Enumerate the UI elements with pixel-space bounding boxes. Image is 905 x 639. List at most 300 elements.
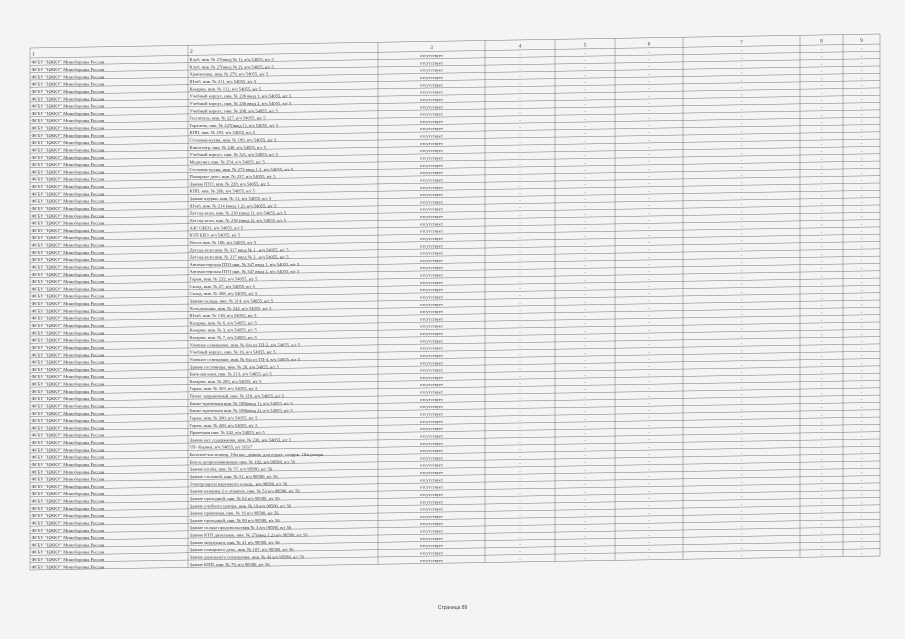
value-cell: - <box>740 391 743 397</box>
value-cell: - <box>820 412 823 418</box>
value-cell: - <box>648 64 650 70</box>
value-cell: - <box>860 521 863 527</box>
value-cell: - <box>648 247 650 253</box>
value-cell: - <box>820 463 823 469</box>
value-cell: - <box>740 267 743 273</box>
organization-cell: ФГБУ "ЦЖКУ" Минобороны России <box>31 337 105 343</box>
value-cell: - <box>519 541 521 547</box>
status-cell: отсутствует <box>420 418 443 424</box>
value-cell: - <box>820 390 823 396</box>
value-cell: - <box>519 446 521 452</box>
value-cell: - <box>648 342 650 348</box>
value-cell: - <box>519 80 521 86</box>
object-cell: Здание гостиницы, инв. № 20, в/ч 54055, в/г 5 <box>189 364 279 370</box>
value-cell: - <box>860 419 863 425</box>
object-cell: Штаб, инв. № 211, в/ч 54055, в/г 5 <box>189 79 257 85</box>
value-cell: - <box>648 517 650 523</box>
organization-cell: ФГБУ "ЦЖКУ" Минобороны России <box>31 271 105 277</box>
status-cell: отсутствует <box>420 126 443 132</box>
value-cell: - <box>860 155 863 161</box>
value-cell: - <box>648 495 650 501</box>
organization-cell: ФГБУ "ЦЖКУ" Минобороны России <box>31 213 105 219</box>
organization-cell: ФГБУ "ЦЖКУ" Минобороны России <box>31 454 105 460</box>
value-cell: - <box>648 100 650 106</box>
row-line <box>30 380 880 394</box>
value-cell: - <box>820 83 823 89</box>
organization-cell: ФГБУ "ЦЖКУ" Минобороны России <box>31 132 105 138</box>
object-cell: Здание пожарного депо, инв. № 107, в/ч 98580, в/г 56 <box>189 547 294 553</box>
value-cell: - <box>648 86 650 92</box>
value-cell: - <box>860 375 863 381</box>
value-cell: - <box>860 236 863 242</box>
value-cell: - <box>519 132 521 138</box>
row-line <box>30 519 880 533</box>
organization-cell: ФГБУ "ЦЖКУ" Минобороны России <box>31 162 105 168</box>
value-cell: - <box>740 303 743 309</box>
value-cell: - <box>584 255 586 261</box>
value-cell: - <box>860 170 863 176</box>
value-cell: - <box>584 101 586 107</box>
value-cell: - <box>584 372 586 378</box>
value-cell: - <box>820 529 823 535</box>
value-cell: - <box>584 299 586 305</box>
object-cell: Автомастерская ПТО инв. № 347 ввод 2, в/ч 54055, в/г 5 <box>189 269 300 275</box>
value-cell: - <box>740 340 743 346</box>
status-cell: отсутствует <box>420 513 443 519</box>
column-number-2: 2 <box>190 48 193 55</box>
object-cell: Здание прачечная, инв. № 16 в/ч 98580, в/г 56 <box>189 510 279 516</box>
value-cell: - <box>740 333 743 339</box>
value-cell: - <box>648 276 650 282</box>
value-cell: - <box>648 356 650 362</box>
value-cell: - <box>820 112 823 118</box>
value-cell: - <box>860 360 863 366</box>
status-cell: отсутствует <box>420 491 443 497</box>
value-cell: - <box>820 485 823 491</box>
value-cell: - <box>648 473 650 479</box>
value-cell: - <box>584 489 586 495</box>
organization-cell: ФГБУ "ЦЖКУ" Минобороны России <box>31 315 105 321</box>
column-number-1: 1 <box>32 51 35 58</box>
value-cell: - <box>519 95 521 101</box>
organization-cell: ФГБУ "ЦЖКУ" Минобороны России <box>31 542 105 548</box>
value-cell: - <box>820 149 823 155</box>
value-cell: - <box>584 416 586 422</box>
status-cell: отсутствует <box>420 396 443 402</box>
object-cell: Здание склада продовольствия № 3 в/ч 98580, в/г 56 <box>189 525 292 531</box>
value-cell: - <box>584 343 586 349</box>
value-cell: - <box>740 62 743 68</box>
row-line <box>30 468 880 482</box>
value-cell: - <box>519 366 521 372</box>
value-cell: - <box>584 79 586 85</box>
value-cell: - <box>584 87 586 93</box>
value-cell: - <box>740 223 743 229</box>
object-cell: Здание проходной, инв. № 62 в/ч 98580, в/г 56 <box>189 495 280 501</box>
row-line <box>30 95 880 109</box>
object-cell: Гараж, инв. № 269, в/ч 54055, в/г 5 <box>189 422 258 428</box>
value-cell: - <box>584 72 586 78</box>
value-cell: - <box>648 444 650 450</box>
value-cell: - <box>820 331 823 337</box>
status-cell: отсутствует <box>420 433 443 439</box>
status-cell: отсутствует <box>420 382 443 388</box>
status-cell: отсутствует <box>420 140 443 146</box>
value-cell: - <box>860 199 863 205</box>
row-line <box>30 541 880 555</box>
value-cell: - <box>820 61 823 67</box>
object-cell: Склад, инв. № 27, в/ч 54055, в/г 5 <box>189 283 256 289</box>
value-cell: - <box>584 467 586 473</box>
status-cell: отсутствует <box>420 221 443 227</box>
value-cell: - <box>648 451 650 457</box>
value-cell: - <box>860 382 863 388</box>
organization-cell: ФГБУ "ЦЖКУ" Минобороны России <box>31 293 105 299</box>
organization-cell: ФГБУ "ЦЖКУ" Минобороны России <box>31 176 105 182</box>
value-cell: - <box>860 316 863 322</box>
value-cell: - <box>519 329 521 335</box>
status-cell: отсутствует <box>420 89 443 95</box>
value-cell: - <box>860 243 863 249</box>
value-cell: - <box>820 309 823 315</box>
value-cell: - <box>648 320 650 326</box>
object-cell: Пункт заправочный, инв. № 210, в/ч 54055, в/г 5 <box>189 393 284 399</box>
value-cell: - <box>584 196 586 202</box>
value-cell: - <box>648 349 650 355</box>
object-cell: Здание казармы 2-х этажное, инв. № 53 в/ч 98580, в/г 56 <box>189 488 300 494</box>
value-cell: - <box>648 225 650 231</box>
value-cell: - <box>860 543 863 549</box>
object-cell: Электрощиты наружного освещ., в/ч 98580, в/г 56 <box>189 481 288 487</box>
value-cell: - <box>648 415 650 421</box>
value-cell: - <box>860 323 863 329</box>
organization-cell: ФГБУ "ЦЖКУ" Минобороны России <box>31 323 105 329</box>
status-cell: отсутствует <box>420 257 443 263</box>
value-cell: - <box>648 129 650 135</box>
organization-cell: ФГБУ "ЦЖКУ" Минобороны России <box>31 74 105 80</box>
value-cell: - <box>584 350 586 356</box>
value-cell: - <box>519 117 521 123</box>
value-cell: - <box>860 331 863 337</box>
object-cell: Детсад-ясли инв. № 317 ввод № 1 , в/ч 54055, в/г 5 <box>189 247 289 253</box>
value-cell: - <box>584 379 586 385</box>
value-cell: - <box>860 536 863 542</box>
organization-cell: ФГБУ "ЦЖКУ" Минобороны России <box>31 67 105 73</box>
value-cell: - <box>740 428 743 434</box>
value-cell: - <box>820 346 823 352</box>
value-cell: - <box>740 464 743 470</box>
object-cell: Хранилище, инв. № 279, в/ч 54055, в/г 5 <box>189 71 269 77</box>
object-cell: Учебный корпус, инв. № 236 ввод 2, в/ч 54055, в/г 5 <box>189 100 292 106</box>
value-cell: - <box>860 89 863 95</box>
value-cell: - <box>740 282 743 288</box>
value-cell: - <box>860 163 863 169</box>
value-cell: - <box>584 50 586 56</box>
object-cell: Банк-магазин, инв. № 213, в/ч 54055, в/г 5 <box>189 371 272 377</box>
value-cell: - <box>860 389 863 395</box>
value-cell: - <box>519 66 521 72</box>
value-cell: - <box>860 192 863 198</box>
value-cell: - <box>519 139 521 145</box>
organization-cell: ФГБУ "ЦЖКУ" Минобороны России <box>31 191 105 197</box>
status-cell: отсутствует <box>420 184 443 190</box>
value-cell: - <box>740 150 743 156</box>
value-cell: - <box>860 265 863 271</box>
value-cell: - <box>820 53 823 59</box>
value-cell: - <box>584 511 586 517</box>
value-cell: - <box>648 393 650 399</box>
value-cell: - <box>860 82 863 88</box>
value-cell: - <box>519 314 521 320</box>
object-cell: Склад, инв. № 268, в/ч 54055, в/г 5 <box>189 291 258 297</box>
value-cell: - <box>740 552 743 558</box>
value-cell: - <box>648 232 650 238</box>
value-cell: - <box>584 408 586 414</box>
value-cell: - <box>740 216 743 222</box>
value-cell: - <box>820 405 823 411</box>
value-cell: - <box>584 270 586 276</box>
object-cell: Банно-прачечная инв. № 108(ввод 1), в/ч 54055, в/г 5 <box>189 400 293 406</box>
value-cell: - <box>820 551 823 557</box>
status-cell: отсутствует <box>420 53 443 59</box>
organization-cell: ФГБУ "ЦЖКУ" Минобороны России <box>31 440 105 446</box>
value-cell: - <box>519 424 521 430</box>
object-cell: КПП, инв. № 293, в/ч 54055, в/г 5 <box>189 130 256 136</box>
value-cell: - <box>519 241 521 247</box>
object-cell: Гараж, инв. № 300, в/ч 54055, в/г 5 <box>189 415 258 421</box>
value-cell: - <box>860 177 863 183</box>
object-cell: Штаб, инв. № 214 (ввод 1.2), в/ч 54055, в/г 5 <box>189 203 277 209</box>
value-cell: - <box>584 526 586 532</box>
value-cell: - <box>820 492 823 498</box>
status-cell: отсутствует <box>420 148 443 154</box>
value-cell: - <box>860 126 863 132</box>
organization-cell: ФГБУ "ЦЖКУ" Минобороны России <box>31 469 105 475</box>
value-cell: - <box>860 206 863 212</box>
organization-cell: ФГБУ "ЦЖКУ" Минобороны России <box>31 96 105 102</box>
value-cell: - <box>648 283 650 289</box>
value-cell: - <box>820 368 823 374</box>
organization-cell: ФГБУ "ЦЖКУ" Минобороны России <box>31 366 105 372</box>
status-cell: отсутствует <box>420 499 443 505</box>
value-cell: - <box>740 384 743 390</box>
value-cell: - <box>519 168 521 174</box>
status-cell: отсутствует <box>420 440 443 446</box>
value-cell: - <box>740 296 743 302</box>
status-cell: отсутствует <box>420 118 443 124</box>
object-cell: Учебный корпус, инв. № 16, в/ч 54055, в/г 5 <box>189 349 276 355</box>
status-cell: отсутствует <box>420 287 443 293</box>
value-cell: - <box>860 528 863 534</box>
organization-cell: ФГБУ "ЦЖКУ" Минобороны России <box>31 476 105 482</box>
value-cell: - <box>648 217 650 223</box>
value-cell: - <box>820 46 823 52</box>
value-cell: - <box>584 174 586 180</box>
row-line <box>30 146 880 160</box>
value-cell: - <box>584 460 586 466</box>
value-cell: - <box>820 317 823 323</box>
value-cell: - <box>584 167 586 173</box>
value-cell: - <box>519 278 521 284</box>
value-cell: - <box>648 159 650 165</box>
value-cell: - <box>820 441 823 447</box>
value-cell: - <box>740 289 743 295</box>
value-cell: - <box>519 512 521 518</box>
value-cell: - <box>740 245 743 251</box>
value-cell: - <box>740 362 743 368</box>
value-cell: - <box>519 205 521 211</box>
object-cell: Прачечная инв. № 242, в/ч 54055, в/г 5 <box>189 430 265 436</box>
status-cell: отсутствует <box>420 360 443 366</box>
value-cell: - <box>860 309 863 315</box>
value-cell: - <box>820 266 823 272</box>
organization-cell: ФГБУ "ЦЖКУ" Минобороны России <box>31 118 105 124</box>
value-cell: - <box>519 519 521 525</box>
value-cell: - <box>648 261 650 267</box>
status-cell: отсутствует <box>420 199 443 205</box>
value-cell: - <box>519 395 521 401</box>
organization-cell: ФГБУ "ЦЖКУ" Минобороны России <box>31 505 105 511</box>
value-cell: - <box>584 123 586 129</box>
object-cell: Здание учебного центра, инв. № 19 в/ч 98580, в/г 56 <box>189 503 292 509</box>
object-cell: Детсад-ясли, инв. № 230 (ввод 2), в/ч 54055, в/г 5 <box>189 218 287 224</box>
value-cell: - <box>648 312 650 318</box>
object-cell: Почта инв. № 186, в/ч 54055, в/г 5 <box>189 239 257 245</box>
value-cell: - <box>584 438 586 444</box>
value-cell: - <box>519 88 521 94</box>
value-cell: - <box>519 307 521 313</box>
value-cell: - <box>648 532 650 538</box>
object-cell: Кинотеатр, инв. № 240, в/ч 54055, в/г 5 <box>189 144 266 150</box>
value-cell: - <box>519 439 521 445</box>
value-cell: - <box>519 483 521 489</box>
value-cell: - <box>820 419 823 425</box>
value-cell: - <box>519 461 521 467</box>
value-cell: - <box>584 445 586 451</box>
value-cell: - <box>519 293 521 299</box>
value-cell: - <box>519 58 521 64</box>
value-cell: - <box>648 195 650 201</box>
value-cell: - <box>584 430 586 436</box>
value-cell: - <box>584 423 586 429</box>
value-cell: - <box>740 77 743 83</box>
value-cell: - <box>740 201 743 207</box>
value-cell: - <box>860 133 863 139</box>
object-cell: ТП- Корнея, в/ч 54055, в/г 103/7 <box>189 444 253 450</box>
object-cell: Банно-прачечная инв. № 108(ввод 2), в/ч 54055, в/г 5 <box>189 408 293 414</box>
value-cell: - <box>820 507 823 513</box>
value-cell: - <box>820 544 823 550</box>
organization-cell: ФГБУ "ЦЖКУ" Минобороны России <box>31 125 105 131</box>
organization-cell: ФГБУ "ЦЖКУ" Минобороны России <box>31 483 105 489</box>
status-cell: отсутствует <box>420 96 443 102</box>
object-cell: Клуб, инв. № 27(ввод № 1), в/ч 54055, в/г 5 <box>189 57 274 63</box>
value-cell: - <box>820 214 823 220</box>
value-cell: - <box>860 397 863 403</box>
column-number-6: 6 <box>647 41 651 48</box>
status-cell: отсутствует <box>420 374 443 380</box>
value-cell: - <box>648 239 650 245</box>
status-cell: отсутствует <box>420 60 443 66</box>
object-cell: Уличное освещение, инв. № б/н от ТП-3, в/ч 54055, в/г 5 <box>189 342 300 348</box>
row-line <box>30 351 880 365</box>
value-cell: - <box>584 518 586 524</box>
value-cell: - <box>740 106 743 112</box>
value-cell: - <box>740 406 743 412</box>
row-line <box>30 497 880 511</box>
organization-cell: ФГБУ "ЦЖКУ" Минобороны России <box>31 527 105 533</box>
value-cell: - <box>740 472 743 478</box>
row-line <box>30 241 880 255</box>
value-cell: - <box>648 56 650 62</box>
status-cell: отсутствует <box>420 543 443 549</box>
object-cell: Клуб, инв. № 27(ввод № 2), в/ч 54055, в/г 5 <box>189 64 274 70</box>
value-cell: - <box>648 429 650 435</box>
value-cell: - <box>584 189 586 195</box>
value-cell: - <box>648 144 650 150</box>
value-cell: - <box>584 335 586 341</box>
status-cell: отсутствует <box>420 133 443 139</box>
value-cell: - <box>740 369 743 375</box>
organization-cell: ФГБУ "ЦЖКУ" Минобороны России <box>31 344 105 350</box>
value-cell: - <box>584 357 586 363</box>
value-cell: - <box>860 499 863 505</box>
value-cell: - <box>860 46 863 52</box>
object-cell: Гараж, инв. № 303, в/ч 54055, в/г 5 <box>189 386 258 392</box>
value-cell: - <box>648 385 650 391</box>
organization-cell: ФГБУ "ЦЖКУ" Минобороны России <box>31 140 105 146</box>
value-cell: - <box>648 137 650 143</box>
value-cell: - <box>519 271 521 277</box>
status-cell: отсутствует <box>420 323 443 329</box>
status-cell: отсутствует <box>420 338 443 344</box>
value-cell: - <box>519 556 521 562</box>
object-cell: Учебный корпус, инв. № 321, в/ч 54055, в/г 5 <box>189 152 278 158</box>
value-cell: - <box>648 290 650 296</box>
value-cell: - <box>860 104 863 110</box>
organization-cell: ФГБУ "ЦЖКУ" Минобороны России <box>31 257 105 263</box>
value-cell: - <box>740 99 743 105</box>
value-cell: - <box>584 160 586 166</box>
object-cell: КТП БЕО, в/ч 54055, в/г 5 <box>189 232 241 238</box>
value-cell: - <box>648 466 650 472</box>
value-cell: - <box>584 240 586 246</box>
organization-cell: ФГБУ "ЦЖКУ" Минобороны России <box>31 432 105 438</box>
value-cell: - <box>648 71 650 77</box>
object-cell: АЗС ОБЕО, в/ч 54055, в/г 5 <box>189 225 244 231</box>
value-cell: - <box>860 506 863 512</box>
value-cell: - <box>519 322 521 328</box>
value-cell: - <box>820 383 823 389</box>
organization-cell: ФГБУ "ЦЖКУ" Минобороны России <box>31 381 105 387</box>
object-cell: Здание столовой, инв. № 51, в/ч 98580, в/г 56 <box>189 474 278 480</box>
status-cell: отсутствует <box>420 294 443 300</box>
organization-cell: ФГБУ "ЦЖКУ" Минобороны России <box>31 557 105 563</box>
organization-cell: ФГБУ "ЦЖКУ" Минобороны России <box>31 564 105 570</box>
value-cell: - <box>519 373 521 379</box>
status-cell: отсутствует <box>420 316 443 322</box>
value-cell: - <box>648 546 650 552</box>
status-cell: отсутствует <box>420 206 443 212</box>
value-cell: - <box>860 455 863 461</box>
organization-cell: ФГБУ "ЦЖКУ" Минобороны России <box>31 154 105 160</box>
value-cell: - <box>740 194 743 200</box>
value-cell: - <box>740 121 743 127</box>
value-cell: - <box>860 53 863 59</box>
value-cell: - <box>519 490 521 496</box>
object-cell: Казарма, инв. № 6, в/ч 54055, в/г 5 <box>189 320 257 326</box>
value-cell: - <box>740 318 743 324</box>
